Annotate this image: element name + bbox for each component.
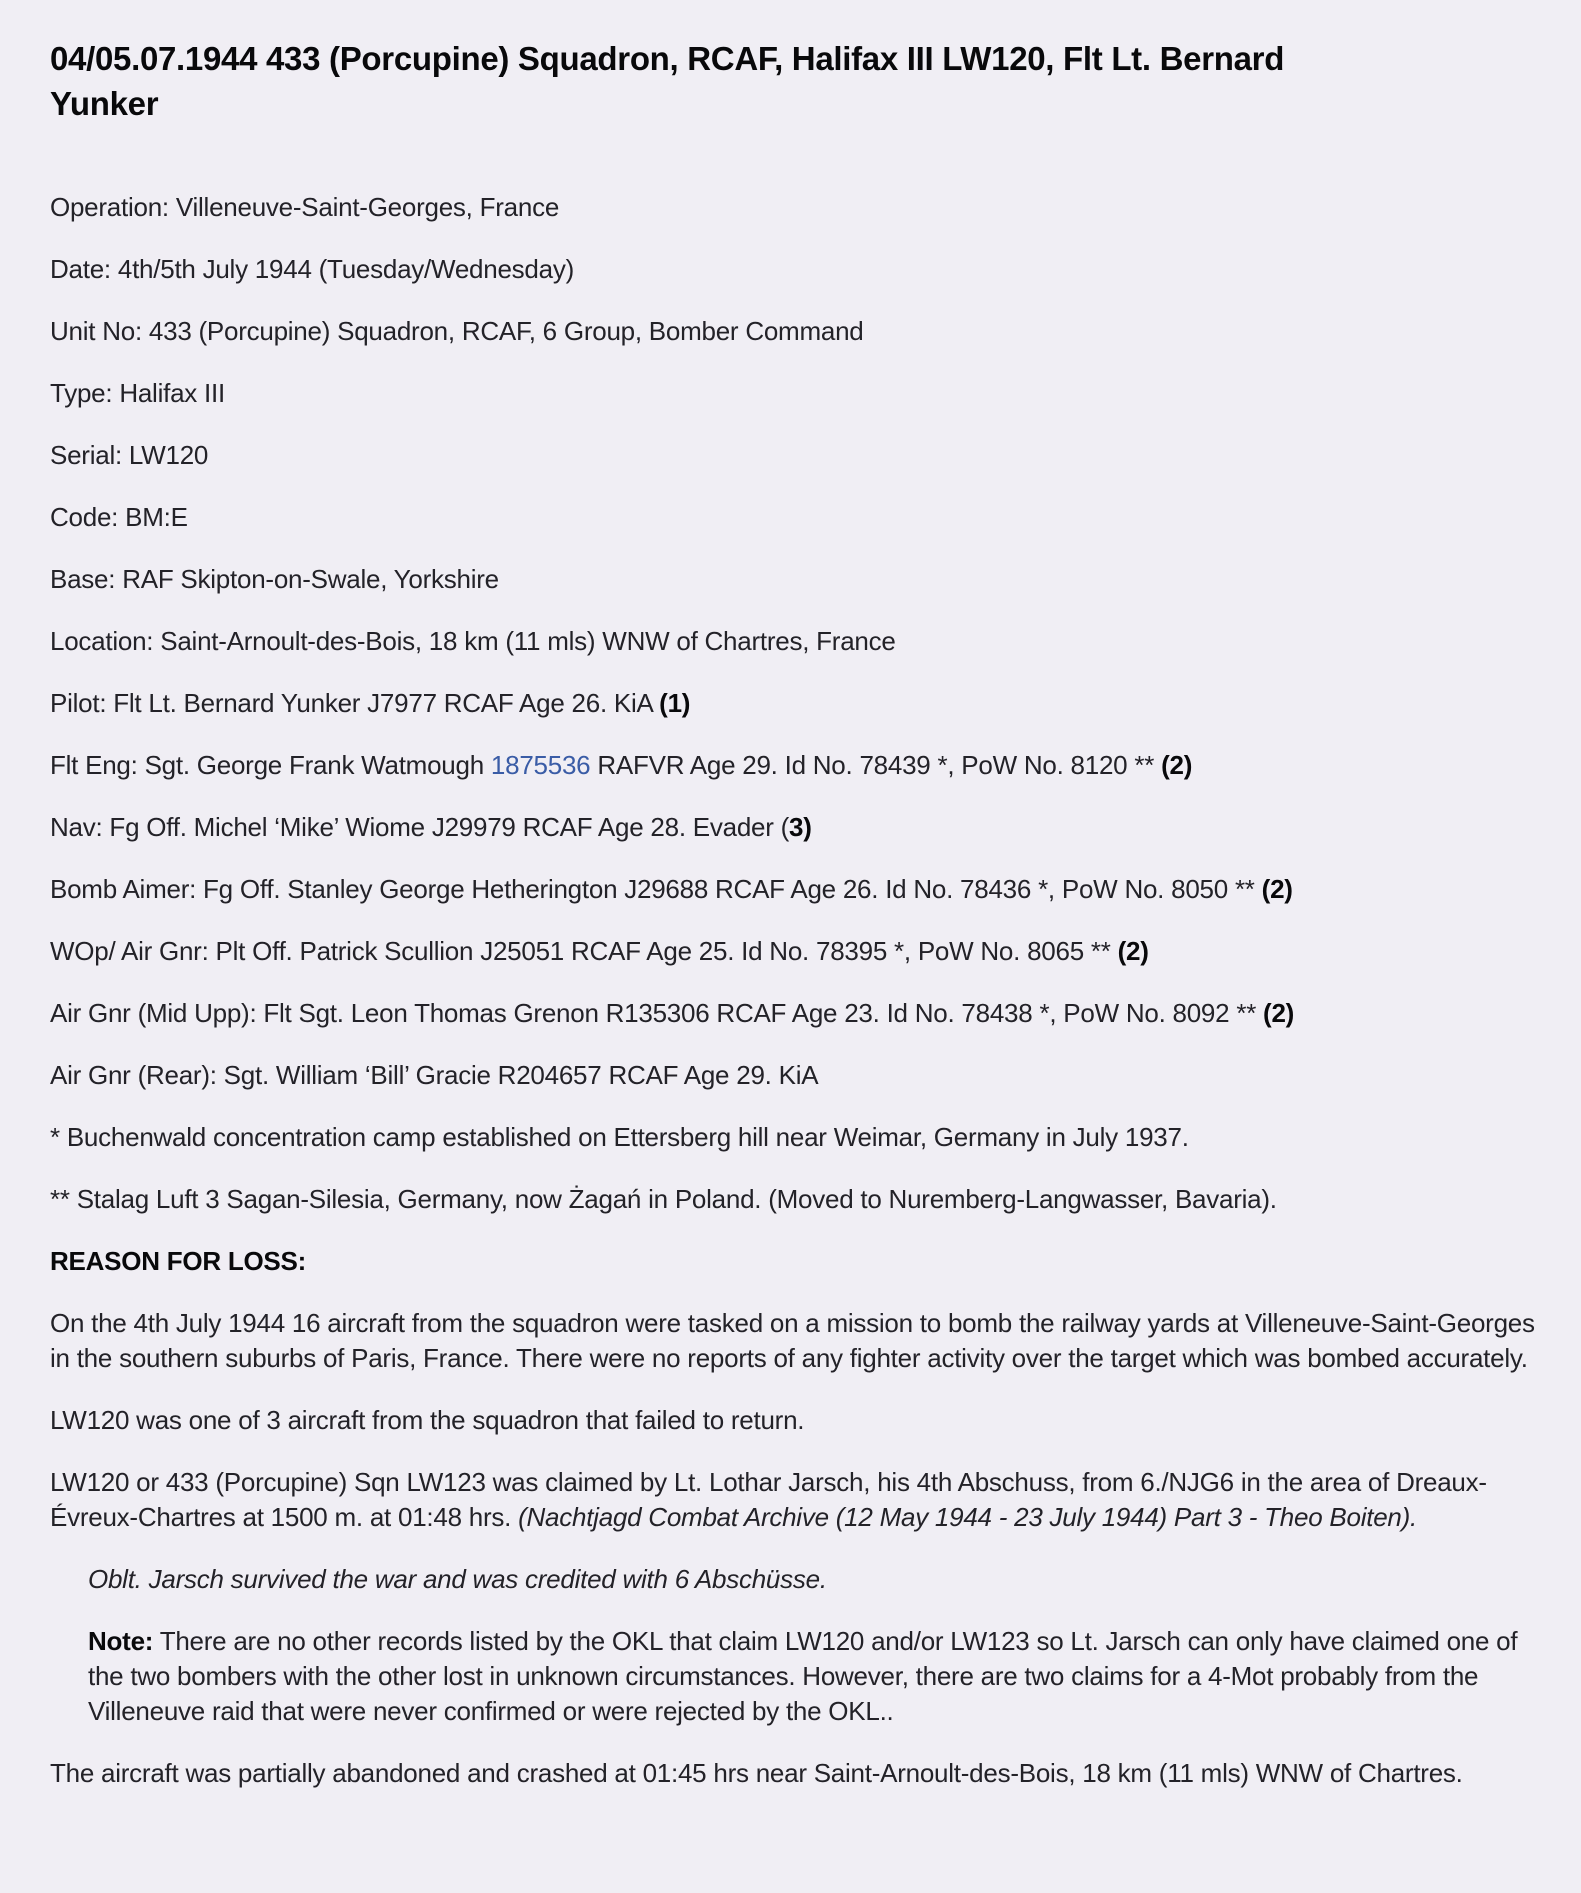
- footnote-ref-2d: (2): [1263, 998, 1295, 1028]
- reason-paragraph-2: LW120 was one of 3 aircraft from the squadron that failed to return.: [50, 1405, 805, 1435]
- crew-nav: [50, 810, 1540, 845]
- footnote-stalag: ** Stalag Luft 3 Sagan-Silesia, Germany, now Żagań in Poland. (Moved to Nuremberg-Langwasser, Bavaria).: [50, 1184, 1277, 1214]
- reason-for-loss-heading: REASON FOR LOSS:: [50, 1246, 307, 1276]
- detail-location: Location: Saint-Arnoult-des-Bois, 18 km (11 mls) WNW of Chartres, France: [50, 626, 896, 656]
- detail-operation: Operation: Villeneuve-Saint-Georges, France: [50, 192, 560, 222]
- oblt-note: [88, 1562, 1540, 1597]
- page-title: 04/05.07.1944 433 (Porcupine) Squadron, RCAF, Halifax III LW120, Flt Lt. Bernard Yunker: [50, 40, 1285, 122]
- crew-pilot-text: Pilot: Flt Lt. Bernard Yunker J7977 RCAF Age 26. KiA: [50, 688, 660, 718]
- oblt-note-text: Oblt. Jarsch survived the war and was credited with 6 Abschüsse.: [88, 1564, 827, 1594]
- detail-date: Date: 4th/5th July 1944 (Tuesday/Wednesday): [50, 254, 575, 284]
- okl-note-label: Note:: [88, 1626, 154, 1656]
- crew-flt-eng: [50, 748, 1540, 783]
- indented-notes: [88, 1562, 1540, 1729]
- reason-claim-paragraph: [50, 1465, 1540, 1535]
- reason-claim-text: LW120 or 433 (Porcupine) Sqn LW123 was claimed by Lt. Lothar Jarsch, his 4th Abschuss, from 6./NJG6 in the area of Dreaux-Évreux-Chartres at 1500 m. at 01:48 hrs.: [50, 1467, 1487, 1532]
- footnote-buchenwald: * Buchenwald concentration camp established on Ettersberg hill near Weimar, Germany in July 1937.: [50, 1122, 1189, 1152]
- crew-wop-air-gnr: [50, 934, 1540, 969]
- okl-note: [88, 1624, 1540, 1729]
- detail-code: Code: BM:E: [50, 502, 188, 532]
- crew-bomb-aimer-text: Bomb Aimer: Fg Off. Stanley George Hetherington J29688 RCAF Age 26. Id No. 78436 *, PoW No. 8050 **: [50, 874, 1262, 904]
- crew-air-gnr-rear: Air Gnr (Rear): Sgt. William ‘Bill’ Gracie R204657 RCAF Age 29. KiA: [50, 1060, 819, 1090]
- crew-pilot: [50, 686, 1540, 721]
- crew-bomb-aimer: [50, 872, 1540, 907]
- detail-base: Base: RAF Skipton-on-Swale, Yorkshire: [50, 564, 499, 594]
- crew-air-gnr-mid-text: Air Gnr (Mid Upp): Flt Sgt. Leon Thomas Grenon R135306 RCAF Age 23. Id No. 78438 *, PoW No. 8092 **: [50, 998, 1264, 1028]
- footnote-ref-2c: (2): [1117, 936, 1149, 966]
- crew-air-gnr-mid: [50, 996, 1540, 1031]
- detail-type: Type: Halifax III: [50, 378, 225, 408]
- detail-serial: Serial: LW120: [50, 440, 209, 470]
- crash-summary: The aircraft was partially abandoned and crashed at 01:45 hrs near Saint-Arnoult-des-Bois, 18 km (11 mls) WNW of Chartres.: [50, 1758, 1463, 1788]
- crew-wop-air-gnr-text: WOp/ Air Gnr: Plt Off. Patrick Scullion J25051 RCAF Age 25. Id No. 78395 *, PoW No. 8065 **: [50, 936, 1118, 966]
- reason-paragraph-1: On the 4th July 1944 16 aircraft from the squadron were tasked on a mission to bomb the railway yards at Villeneuve-Saint-Georges in the southern suburbs of Paris, France. There were no reports of any fighter activity over the target which was bombed accurately.: [50, 1308, 1535, 1373]
- service-number-link[interactable]: 1875536: [490, 750, 591, 780]
- crew-flt-eng-text: Flt Eng: Sgt. George Frank Watmough: [50, 750, 491, 780]
- footnote-ref-3: 3): [789, 812, 812, 842]
- crew-nav-text: Nav: Fg Off. Michel ‘Mike’ Wiome J29979 RCAF Age 28. Evader (: [50, 812, 790, 842]
- footnote-ref-2b: (2): [1261, 874, 1293, 904]
- footnote-ref-2: (2): [1161, 750, 1193, 780]
- okl-note-text: There are no other records listed by the OKL that claim LW120 and/or LW123 so Lt. Jarsch can only have claimed one of the two bombers with the other lost in unknown circumstances. However, there are two claims for a 4-Mot probably from the Villeneuve raid that were never confirmed or were rejected by the OKL..: [88, 1626, 1518, 1726]
- reason-claim-source: (Nachtjagd Combat Archive (12 May 1944 - 23 July 1944) Part 3 - Theo Boiten).: [518, 1502, 1417, 1532]
- footnote-ref-1: (1): [659, 688, 691, 718]
- crew-flt-eng-text-after-link: RAFVR Age 29. Id No. 78439 *, PoW No. 8120 **: [590, 750, 1162, 780]
- detail-unit: Unit No: 433 (Porcupine) Squadron, RCAF, 6 Group, Bomber Command: [50, 316, 864, 346]
